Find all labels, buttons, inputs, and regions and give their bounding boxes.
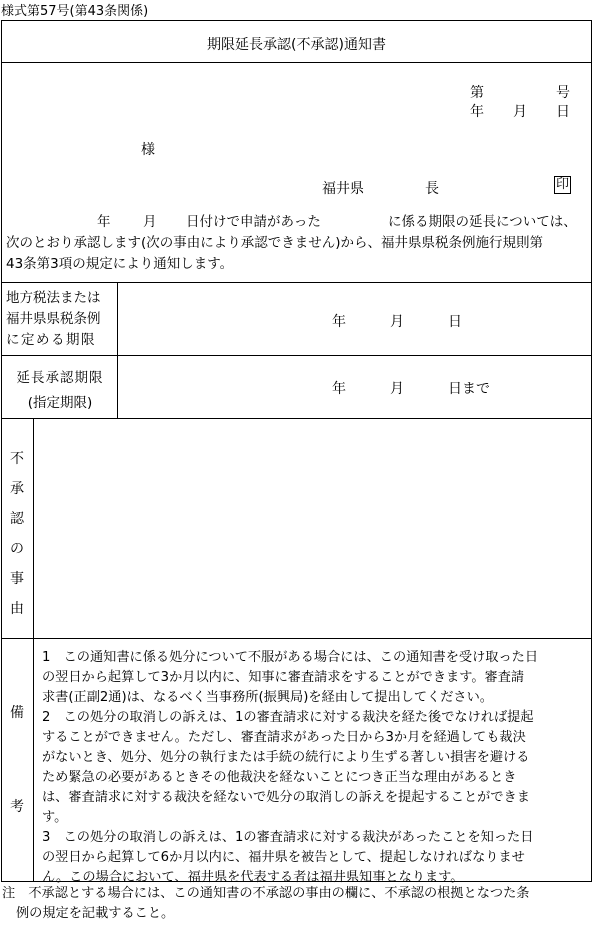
addressee-sama: 様 bbox=[141, 142, 155, 158]
number-go: 号 bbox=[556, 85, 570, 101]
remarks-line: 2 この処分の取消しの訴えは、1の審査請求に対する裁決を経た後でなければ提起 bbox=[42, 710, 534, 725]
date-year: 年 bbox=[470, 104, 484, 120]
footnote-line2: 例の規定を記載すること。 bbox=[16, 906, 175, 921]
remarks-label-bi: 備 bbox=[10, 705, 24, 721]
extension-year: 年 bbox=[332, 381, 346, 397]
deadline-label: 地方税法または 福井県県税条例 に定める期限 bbox=[6, 290, 101, 348]
remarks-line: 1 この通知書に係る処分について不服がある場合には、この通知書を受け取った日 bbox=[42, 650, 539, 665]
intro-month: 月 bbox=[143, 214, 157, 230]
extension-month: 月 bbox=[390, 381, 404, 397]
date-month: 月 bbox=[513, 104, 527, 120]
rule-title-bottom bbox=[1, 62, 592, 63]
intro-line2: 次のとおり承認します(次の事由により承認できません)から、福井県県税条例施行規則第 bbox=[6, 235, 544, 251]
document-title: 期限延長承認(不承認)通知書 bbox=[207, 37, 386, 53]
intro-extension: に係る期限の延長については、 bbox=[388, 214, 577, 230]
deadline-month: 月 bbox=[390, 314, 404, 330]
remarks-line: ん。この場合において、福井県を代表する者は福井県知事となります。 bbox=[42, 870, 464, 885]
intro-line3: 43条第3項の規定により通知します。 bbox=[6, 256, 234, 272]
remarks-line: の翌日から起算して6か月以内に、福井県を被告として、提起しなければなりませ bbox=[42, 850, 525, 865]
intro-year: 年 bbox=[97, 214, 111, 230]
seal-mark: 印 bbox=[555, 177, 569, 192]
footnote-line1: 注 不承認とする場合には、この通知書の不承認の事由の欄に、不承認の根拠となつた条 bbox=[2, 886, 530, 901]
rule-label-column bbox=[117, 282, 118, 418]
remarks-line: す。 bbox=[42, 810, 68, 825]
issuer-pref: 福井県 bbox=[322, 181, 364, 197]
rule-deadline-bottom bbox=[1, 355, 592, 356]
date-day: 日 bbox=[556, 104, 570, 120]
remarks-body bbox=[42, 648, 538, 888]
remarks-line: の翌日から起算して3か月以内に、知事に審査請求をすることができます。審査請 bbox=[42, 670, 525, 685]
remarks-label-kou: 考 bbox=[10, 799, 24, 815]
form-label: 様式第57号(第43条関係) bbox=[1, 4, 149, 19]
issuer-chou: 長 bbox=[425, 181, 439, 197]
remarks-line: は、審査請求に対する裁決を経ないで処分の取消しの訴えを提起することができま bbox=[42, 790, 530, 805]
remarks-line: ため緊急の必要があるときその他裁決を経ないことにつき正当な理由があるとき bbox=[42, 770, 517, 785]
number-dai: 第 bbox=[470, 85, 484, 101]
deadline-day: 日 bbox=[448, 314, 462, 330]
remarks-line: することができません。ただし、審査請求があった日から3か月を経過しても裁決 bbox=[42, 730, 526, 745]
intro-applied: 日付けで申請があった bbox=[186, 214, 321, 230]
rule-header-bottom bbox=[1, 282, 592, 283]
rule-reason-bottom bbox=[1, 638, 592, 639]
extension-label-main: 延長承認期限 bbox=[16, 370, 104, 386]
reason-field[interactable] bbox=[34, 419, 591, 638]
remarks-line: 3 この処分の取消しの訴えは、1の審査請求に対する裁決があったことを知った日 bbox=[42, 830, 534, 845]
reason-label: 不 承 認 の 事 由 bbox=[10, 451, 24, 617]
remarks-line: 求書(正副2通)は、なるべく当事務所(振興局)を経由して提出してください。 bbox=[42, 690, 493, 705]
extension-label-sub: (指定期限) bbox=[27, 395, 93, 411]
remarks-line: がないとき、処分、処分の執行または手続の続行により生ずる著しい損害を避ける bbox=[42, 750, 530, 765]
extension-day: 日まで bbox=[448, 381, 490, 397]
deadline-year: 年 bbox=[332, 314, 346, 330]
